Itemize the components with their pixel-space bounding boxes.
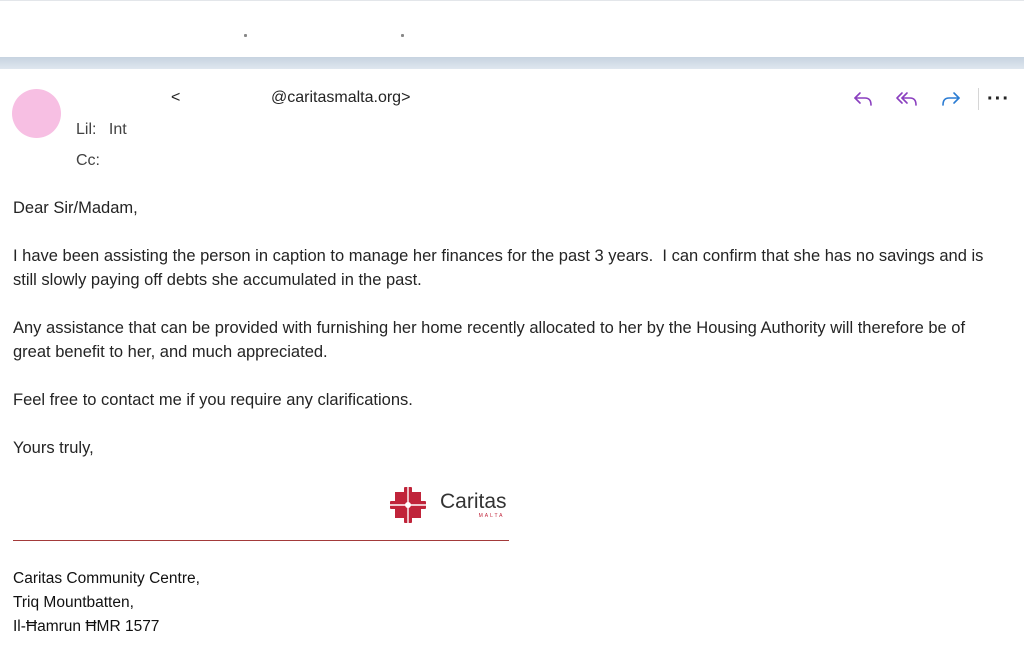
signature-block (13, 567, 200, 639)
signature-line: Il-Ħamrun ĦMR 1577 (13, 618, 160, 635)
forward-icon (940, 90, 962, 108)
header-divider (0, 57, 1024, 69)
window-top-bar (0, 0, 1024, 58)
closing: Yours truly, (13, 439, 94, 457)
reply-all-icon (895, 90, 919, 108)
body-paragraph: Any assistance that can be provided with furnishing her home recently allocated to her by the Housing Authority will therefore be of great benefit to her, and much appreciated. (13, 319, 970, 361)
toolbar-separator (978, 88, 979, 110)
sender-address[interactable]: @caritasmalta.org> (271, 89, 411, 106)
reply-button[interactable] (848, 87, 878, 111)
email-message (0, 69, 1024, 655)
greeting: Dear Sir/Madam, (13, 199, 138, 217)
avatar[interactable] (12, 89, 61, 138)
forward-button[interactable] (936, 87, 966, 111)
body-paragraph: Feel free to contact me if you require any clarifications. (13, 391, 413, 409)
cc-label: Cc: (76, 152, 100, 169)
redacted-mark (401, 34, 404, 37)
logo-wordmark (440, 491, 507, 519)
to-recipient[interactable]: Int (108, 121, 127, 138)
to-label: Lil: (76, 121, 97, 138)
email-body (13, 196, 1003, 484)
reply-icon (852, 90, 874, 108)
caritas-cross-icon (388, 485, 428, 525)
caritas-logo (388, 485, 507, 525)
message-actions (834, 87, 1010, 111)
logo-name: Caritas (440, 490, 507, 513)
reply-all-button[interactable] (892, 87, 922, 111)
body-paragraph: I have been assisting the person in caption to manage her finances for the past 3 years. I can confirm that she has no savings and is still slowly paying off debts she accumulated in the past. (13, 247, 988, 289)
redacted-mark (244, 34, 247, 37)
more-actions-button[interactable]: ··· (987, 88, 1010, 110)
cc-row (76, 152, 108, 170)
to-row (76, 121, 127, 139)
sender-open-bracket: < (171, 89, 181, 106)
signature-line: Caritas Community Centre, (13, 570, 200, 587)
signature-line: Triq Mountbatten, (13, 594, 134, 611)
logo-subtitle: MALTA (478, 513, 505, 519)
signature-divider (13, 540, 509, 541)
